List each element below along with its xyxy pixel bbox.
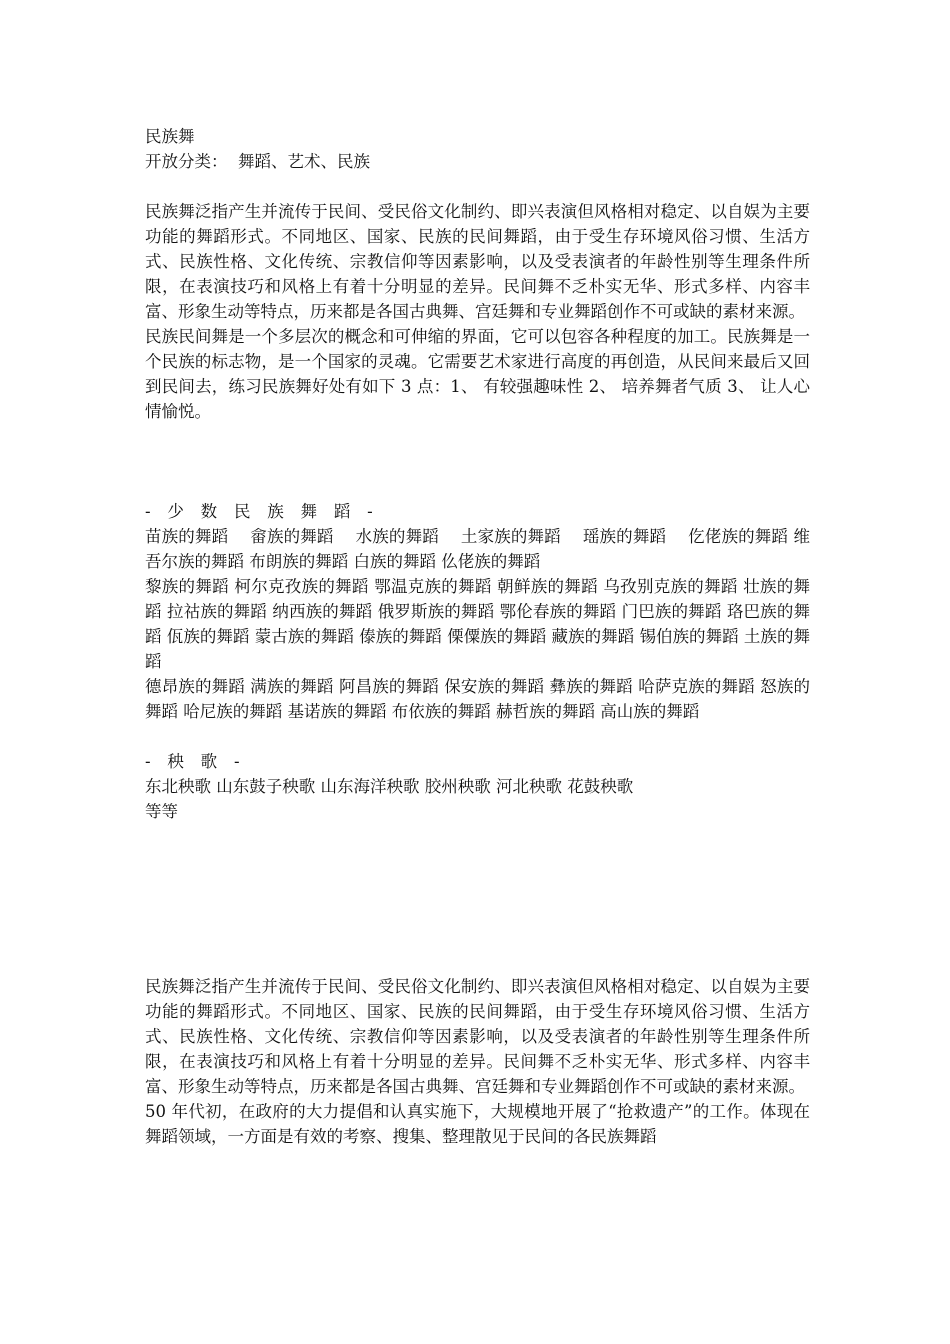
yangge-etc: 等等 xyxy=(145,802,178,821)
category-line xyxy=(145,149,810,174)
intro-paragraph-1: 民族舞泛指产生并流传于民间、受民俗文化制约、即兴表演但风格相对稳定、以自娱为主要功能的舞蹈形式。不同地区、国家、民族的民间舞蹈，由于受生存环境风俗习惯、生活方式、民族性格、文化传统、宗教信仰等因素影响，以及受表演者的年龄性别等生理条件所限，在表演技巧和风格上有着十分明显的差异。民间舞不乏朴实无华、形式多样、内容丰富、形象生动等特点，历来都是各国古典舞、宫廷舞和专业舞蹈创作不可或缺的素材来源。 xyxy=(145,202,810,321)
closing-paragraph-2: 50 年代初，在政府的大力提倡和认真实施下，大规模地开展了“抢救遗产”的工作。体现在舞蹈领域，一方面是有效的考察、搜集、整理散见于民间的各民族舞蹈 xyxy=(145,1102,810,1146)
category-value: 舞蹈、艺术、民族 xyxy=(238,152,370,171)
minority-dance-heading: - 少 数 民 族 舞 蹈 - xyxy=(145,502,379,521)
yangge-heading: - 秧 歌 - xyxy=(145,752,246,771)
spacer xyxy=(145,174,810,199)
minority-dance-group-2: 黎族的舞蹈 柯尔克孜族的舞蹈 鄂温克族的舞蹈 朝鲜族的舞蹈 乌孜别克族的舞蹈 壮族的舞蹈 拉祜族的舞蹈 纳西族的舞蹈 俄罗斯族的舞蹈 鄂伦春族的舞蹈 门巴族的舞蹈 珞巴族的舞蹈 佤族的舞蹈 蒙古族的舞蹈 傣族的舞蹈 傈僳族的舞蹈 藏族的舞蹈 锡伯族的舞蹈 土族的舞蹈 xyxy=(145,577,810,671)
spacer xyxy=(145,824,810,974)
spacer xyxy=(145,424,810,499)
category-label: 开放分类： xyxy=(145,152,228,171)
spacer xyxy=(145,724,810,749)
closing-paragraph-1: 民族舞泛指产生并流传于民间、受民俗文化制约、即兴表演但风格相对稳定、以自娱为主要功能的舞蹈形式。不同地区、国家、民族的民间舞蹈，由于受生存环境风俗习惯、生活方式、民族性格、文化传统、宗教信仰等因素影响，以及受表演者的年龄性别等生理条件所限，在表演技巧和风格上有着十分明显的差异。民间舞不乏朴实无华、形式多样、内容丰富、形象生动等特点，历来都是各国古典舞、宫廷舞和专业舞蹈创作不可或缺的素材来源。 xyxy=(145,977,810,1096)
minority-dance-group-3: 德昂族的舞蹈 满族的舞蹈 阿昌族的舞蹈 保安族的舞蹈 彝族的舞蹈 哈萨克族的舞蹈 怒族的舞蹈 哈尼族的舞蹈 基诺族的舞蹈 布依族的舞蹈 赫哲族的舞蹈 高山族的舞蹈 xyxy=(145,677,810,721)
document-page xyxy=(145,124,810,1149)
document-title: 民族舞 xyxy=(145,127,195,146)
yangge-list: 东北秧歌 山东鼓子秧歌 山东海洋秧歌 胶州秧歌 河北秧歌 花鼓秧歌 xyxy=(145,777,634,796)
minority-dance-group-1: 苗族的舞蹈 畲族的舞蹈 水族的舞蹈 土家族的舞蹈 瑶族的舞蹈 仡佬族的舞蹈 维吾尔族的舞蹈 布朗族的舞蹈 白族的舞蹈 仫佬族的舞蹈 xyxy=(145,527,810,571)
intro-paragraph-2: 民族民间舞是一个多层次的概念和可伸缩的界面，它可以包容各种程度的加工。民族舞是一个民族的标志物，是一个国家的灵魂。它需要艺术家进行高度的再创造，从民间来最后又回到民间去，练习民族舞好处有如下 3 点：1、 有较强趣味性 2、 培养舞者气质 3、 让人心情愉悦。 xyxy=(145,327,810,421)
